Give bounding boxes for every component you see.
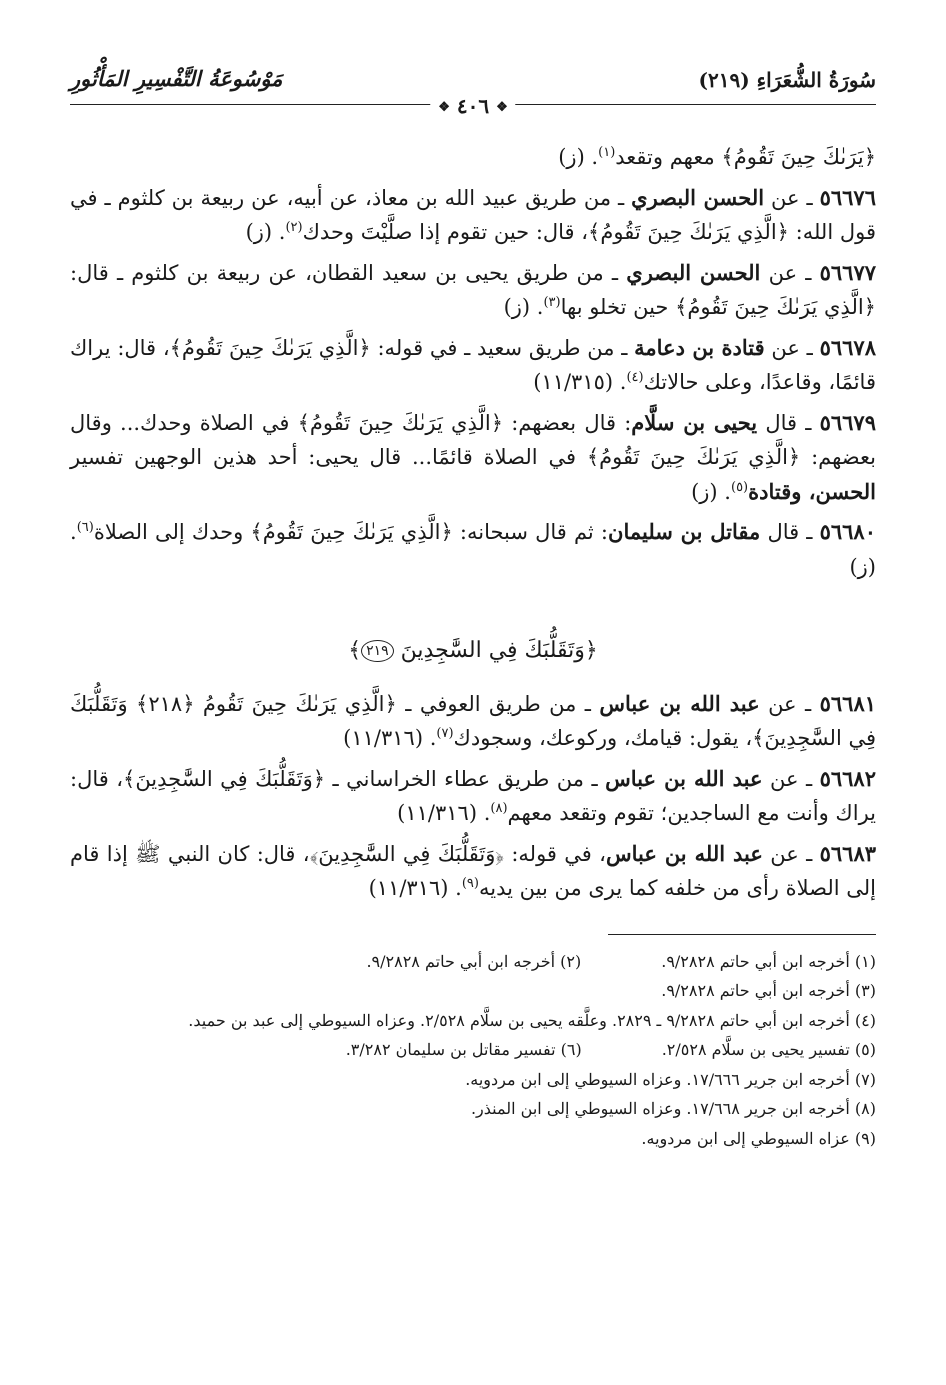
footnotes xyxy=(70,947,876,1154)
entry-number: ٥٦٦٨١ xyxy=(819,690,877,716)
entry-text: ، في قوله: ﴿وَتَقَلُّبَكَ فِي السَّٰجِدِينَ﴾، قال: كان النبي ﷺ إذا قام إلى الصلاة رأى من خلفه كما يرى من بين يديه xyxy=(70,841,876,900)
footnote-item: (٨) أخرجه ابن جرير ١٧/٦٦٨. وعزاه السيوطي إلى ابن المنذر. xyxy=(470,1099,876,1118)
footnote-item: (١) أخرجه ابن أبي حاتم ٩/٢٨٢٨. xyxy=(661,951,876,971)
entry-number: ٥٦٦٧٩ xyxy=(819,409,876,435)
narrator-name: عبد الله بن عباس xyxy=(605,840,763,866)
entry-tail: . (ز) xyxy=(691,479,731,504)
footnote-rule xyxy=(608,934,876,935)
page-number: ٤٠٦ xyxy=(456,94,490,118)
page-number-box xyxy=(430,94,515,118)
entry-text: ـ من طريق يحيى بن سعيد القطان، عن ربيعة بن كلثوم ـ قال: ﴿الَّذِي يَرَىٰكَ حِينَ تَقُومُ﴾ حين تخلو بها xyxy=(70,260,876,319)
narration-entry xyxy=(70,837,876,906)
surah-title: سُورَةُ الشُّعَرَاءِ (٢١٩) xyxy=(698,68,876,92)
footnote-line xyxy=(70,1006,876,1036)
entry-text: ـ من طريق عطاء الخراساني ـ ﴿وَتَقَلُّبَكَ فِي السَّٰجِدِينَ﴾، قال: يراك وأنت مع الساجدين؛ تقوم وتقعد معهم xyxy=(70,766,876,825)
footnote-ref: (١) xyxy=(598,145,616,160)
ayah-close: ﴾ xyxy=(348,638,362,663)
footnote-ref: (٧) xyxy=(436,726,454,741)
ayah-number-badge: ٢١٩ xyxy=(361,640,394,662)
page xyxy=(70,62,876,1153)
entry-number: ٥٦٦٨٠ xyxy=(819,519,876,544)
book-title: مَوْسُوعَةُ التَّفْسِيرِ المَأْثُورِ xyxy=(70,66,283,91)
footnote-ref: (٢) xyxy=(285,220,303,235)
entry-number: ٥٦٦٨٢ xyxy=(819,765,876,791)
narration-entry xyxy=(70,256,876,325)
narration-entry xyxy=(70,515,876,584)
entry-lead: ـ عن xyxy=(768,691,812,716)
footnote-ref: (٩) xyxy=(461,876,479,891)
footnote-line xyxy=(70,1035,876,1065)
ornament-icon: ❖ xyxy=(438,100,450,115)
intro-text: معهم وتقعد xyxy=(615,145,715,169)
entry-tail: . (١١/٣١٦) xyxy=(343,726,437,750)
footnote-ref: (٦) xyxy=(76,520,94,535)
entry-text: ـ من طريق سعيد ـ في قوله: ﴿الَّذِي يَرَىٰكَ حِينَ تَقُومُ﴾، قال: يراك قائمًا، وقاعدًا، وعلى حالاتك xyxy=(70,335,876,394)
intro-line: ﴿يَرَىٰكَ حِينَ تَقُومُ﴾ معهم وتقعد$^{(١)}$. (ز) xyxy=(558,145,876,169)
narration-entry xyxy=(70,762,876,831)
ornament-icon: ❖ xyxy=(496,100,508,115)
footnote-ref: (٣) xyxy=(543,295,561,310)
footnote-item: (٥) تفسير يحيى بن سلَّام ٢/٥٢٨. xyxy=(661,1040,876,1059)
footnote-item: (٤) أخرجه ابن أبي حاتم ٩/٢٨٢٨ ـ ٢٨٢٩. وعلَّقه يحيى بن سلَّام ٢/٥٢٨. وعزاه السيوطي إلى عبد بن حميد. xyxy=(188,1010,876,1030)
narrator-name: قتادة بن دعامة xyxy=(634,334,765,360)
entry-number: ٥٦٦٨٣ xyxy=(819,840,877,866)
entry-lead: ـ عن xyxy=(771,185,813,210)
narrator-name: الحسن البصري xyxy=(631,184,765,210)
entry-lead: ـ عن xyxy=(771,335,813,360)
entry-text: : قال بعضهم: ﴿الَّذِي يَرَىٰكَ حِينَ تَقُومُ﴾ في الصلاة وحدك... وقال بعضهم: ﴿الَّذِي يَرَىٰكَ حِينَ تَقُومُ﴾ في الصلاة قائمًا... قال يحيى: أحد هذين الوجهين تفسير xyxy=(70,410,876,469)
entry-number: ٥٦٦٧٨ xyxy=(819,334,876,360)
footnote-item: (٣) أخرجه ابن أبي حاتم ٩/٢٨٢٨. xyxy=(661,981,876,1000)
section-heading xyxy=(70,634,876,669)
narrator-name: الحسن xyxy=(815,478,876,504)
footnote-item: (٢) أخرجه ابن أبي حاتم ٩/٢٨٢٨. xyxy=(366,951,582,971)
narrator-name: عبد الله بن عباس xyxy=(599,690,760,716)
entry-number: ٥٦٦٧٦ xyxy=(819,184,876,210)
narrator-name: عبد الله بن عباس xyxy=(605,765,763,791)
entry-lead: ـ عن xyxy=(768,260,812,285)
main-text xyxy=(70,140,876,1153)
footnote-ref: (٥) xyxy=(730,479,749,495)
footnote-item: (٧) أخرجه ابن جرير ١٧/٦٦٦. وعزاه السيوطي إلى ابن مردويه. xyxy=(465,1069,876,1089)
entry-tail: . (١١/٣١٦) xyxy=(368,876,462,900)
entry-tail: . (١١/٣١٦) xyxy=(397,801,491,825)
entry-text: ـ من طريق العوفي ـ ﴿الَّذِي يَرَىٰكَ حِينَ تَقُومُ ﴿٢١٨﴾ وَتَقَلُّبَكَ فِي السَّٰجِدِينَ﴾، يقول: قيامك، وركوعك، وسجودك xyxy=(70,691,876,750)
entry-text: ـ من طريق عبيد الله بن معاذ، عن أبيه، عن ربيعة بن كلثوم ـ في قول الله: ﴿الَّذِي يَرَىٰكَ حِينَ تَقُومُ﴾، قال: حين تقوم إذا صلَّيْتَ وحدك xyxy=(70,185,876,244)
footnote-line xyxy=(70,976,876,1006)
footnote-item: (٦) تفسير مقاتل بن سليمان ٣/٢٨٢. xyxy=(345,1040,582,1059)
footnote-line xyxy=(70,1094,876,1124)
ayah-text: ﴿وَتَقَلُّبَكَ فِي السَّٰجِدِينَ xyxy=(400,638,598,663)
running-header xyxy=(70,62,876,118)
narrator-name: ، وقتادة xyxy=(748,478,816,504)
entry-lead: ـ عن xyxy=(770,841,813,866)
footnote-line xyxy=(70,1065,876,1095)
footnote-line xyxy=(70,1124,876,1154)
entry-tail: . (ز) xyxy=(70,520,876,579)
narration-entry xyxy=(70,687,876,756)
entry-lead: ـ قال xyxy=(765,410,812,435)
narration-entry xyxy=(70,406,876,510)
entry-tail: . (١١/٣١٥) xyxy=(533,370,627,394)
footnote-line xyxy=(70,947,876,977)
footnote-item: (٩) عزاه السيوطي إلى ابن مردويه. xyxy=(641,1128,876,1148)
narration-entry xyxy=(70,181,876,250)
narrator-name: يحيى بن سلَّام xyxy=(631,409,758,435)
entry-number: ٥٦٦٧٧ xyxy=(819,259,877,285)
source-mark: . (ز) xyxy=(558,145,599,169)
quran-quote: يَرَىٰكَ حِينَ تَقُومُ xyxy=(733,145,864,169)
narration-entry xyxy=(70,331,876,400)
narrator-name: مقاتل بن سليمان xyxy=(608,519,761,544)
entry-text: : ثم قال سبحانه: ﴿الَّذِي يَرَىٰكَ حِينَ تَقُومُ﴾ وحدك إلى الصلاة xyxy=(93,520,609,544)
entry-tail: . (ز) xyxy=(245,220,286,244)
narrator-name: الحسن البصري xyxy=(626,259,761,285)
footnote-ref: (٨) xyxy=(490,801,508,816)
footnote-ref: (٤) xyxy=(626,370,644,385)
entry-tail: . (ز) xyxy=(503,295,544,319)
entry-lead: ـ عن xyxy=(769,766,813,791)
entry-lead: ـ قال xyxy=(767,520,813,544)
